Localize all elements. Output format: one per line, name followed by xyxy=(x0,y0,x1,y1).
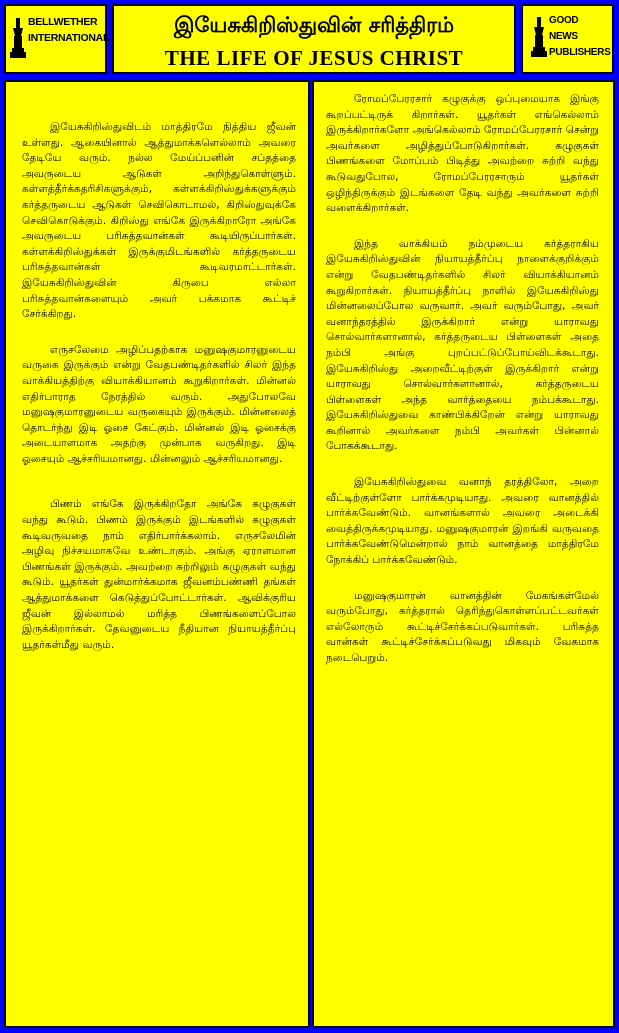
left-paragraph-2: எருசலேமை அழிப்பதற்காக மனுஷகுமாரனுடைய வருகை இருக்கும் என்று வேதபண்டிதர்களில் சிலர் இந்த வாக்கியத்திற்கு வியாக்கியானம் கூறுகிறார்கள். மின்னல் எதிர்பாராத நேரத்தில் வரும். அதுபோலவே மனுஷகுமாரனுடைய வருகையும் இருக்கும். மின்னலைத் தொடர்ந்து இடி ஓசை கேட்கும். மின்னல் இடி ஓசைக்கு அடையாளமாக அதற்கு முன்பாக வருகிறது. இடி ஓசையும் ஆச்சரியமானது. மின்னலும் ஆச்சரியமானது. xyxy=(22,343,296,465)
right-column xyxy=(312,80,615,1028)
right-paragraph-2: இந்த வாக்கியம் நம்முடைய கர்த்தராகிய இயேசுகிறிஸ்துவின் நியாயத்தீர்ப்பு நாளைக்குறிக்கும் என்று வேதபண்டிதர்களில் சிலர் வியாக்கியானம் கூறுகிறார்கள். நியாயத்தீர்ப்பு நாளில் இயேசுகிறிஸ்து மின்னலைப்போல வருவார். அவர் வரும்போது, அவர் வனாந்தரத்தில் இருக்கிறார் என்று யாராவது சொல்வார்களானால், கர்த்தருடைய பிள்ளைகள் அதை நம்பி அங்கு புறப்பட்டுப்போய்விடக்கூடாது. இயேசுகிறிஸ்து அறைவீட்டிற்குள் இருக்கிறார் என்று யாராவது சொல்வார்களானால், கர்த்தருடைய பிள்ளைகள் அந்த வார்த்தையை நம்பக்கூடாது. இயேசுகிறிஸ்துவை காண்பிக்கிறேன் என்று யாராவது கூறினால் அவர்களை நம்பி அவர்கள் பின்னால் போகக்கூடாது. xyxy=(326,237,599,453)
bellwether-logo xyxy=(4,4,110,74)
right-paragraph-1: ரோமப்பேரரசார் கழுகுக்கு ஒப்புமையாக இங்கு கூறப்பட்டிருக் கிறார்கள். யூதர்கள் எங்கெல்லாம் இருக்கிறார்களோ அங்கெல்லாம் ரோமப்பேரரசார் சென்று அவர்களை அழித்துப்போடுகிறார்கள். கழுகுகள் பிணங்களை மோப்பம் பிடித்து அவற்றை சுற்றி வந்து கூடுவதுபோல, ரோமப்பேரரசாரும் யூதர்கள் ஒழிந்திருக்கும் இடங்களை தேடி வந்து அவர்களை சுற்றி வளைக்கிறார்கள். xyxy=(326,93,599,215)
left-column xyxy=(4,80,310,1028)
bellwether-logo-text: BELLWETHER INTERNATIONAL xyxy=(28,16,110,44)
english-title: THE LIFE OF JESUS CHRIST xyxy=(164,46,464,70)
tamil-title: இயேசுகிறிஸ்துவின் சரித்திரம் xyxy=(173,13,455,37)
right-column-text xyxy=(326,92,599,681)
good-news-monument-icon xyxy=(531,13,547,63)
bellwether-sheep-icon xyxy=(10,14,26,64)
left-column-text xyxy=(22,120,296,667)
title-banner xyxy=(112,4,516,74)
good-news-logo xyxy=(521,4,614,74)
right-paragraph-4: மனுஷகுமாரன் வானத்தின் மேகங்கள்மேல் வரும்போது, கர்த்தரால் தெரிந்துகொள்ளப்பட்டவர்கள் எல்லோரும் கூட்டிச்சேர்க்கப்படுவார்கள். பரிசுத்த வான்கள் கூட்டிச்சேர்க்கப்படுவது மிகவும் வேகமாக நடைபெறும். xyxy=(326,589,599,664)
good-news-logo-text: GOOD NEWS PUBLISHERS xyxy=(549,15,611,58)
left-paragraph-3: பிணம் எங்கே இருக்கிறதோ அங்கே கழுகுகள் வந்து கூடும். பிணம் இருக்கும் இடங்களில் கழுகுகள் கூடிவருவதை நாம் எதிர்பார்க்கலாம். எருசலேமின் அழிவு நிச்சயமாகவே உண்டாகும். அங்கு ஏராளமான பிணங்கள் இருக்கும். அவற்றை சுற்றிலும் கழுகுகள் வந்து கூடும். யூதர்கள் துன்மார்க்கமாக ஜீவனம்பண்ணி தங்கள் ஆத்துமாக்களை கெடுத்துப்போட்டார்கள். ஆவிக்குரிய ஜீவன் இல்லாமல் மரித்த பிணங்களைப்போல இருக்கிறார்கள். தேவனுடைய நீதியான நியாயத்தீர்ப்பு யூதர்கள்மீது வரும். xyxy=(22,498,296,651)
right-paragraph-3: இயேசுகிறிஸ்துவை வனாந் தரத்திலோ, அறை வீட்டிற்குள்ளோ பார்க்கமுடியாது. அவரை வானத்தில் பார்க்கவேண்டும். வானங்களால் அவரை அடைக்கி வைத்திருக்கமுடியாது. மனுஷகுமாரன் இறங்கி வருவதை பார்க்கவேண்டுமென்றால் நாம் வானத்தை மாத்திரமே நோக்கிப் பார்க்கவேண்டும். xyxy=(326,476,599,567)
left-paragraph-1: இயேசுகிறிஸ்துவிடம் மாத்திரமே நித்திய ஜீவன் உள்ளது. ஆகையினால் ஆத்துமாக்களெல்லாம் அவரை தேடியே வரும். நல்ல மேய்ப்பனின் சப்தத்தை அவருடைய ஆடுகள் அறிந்துகொள்ளும். கள்ளத்தீர்க்கதரிசிகளுக்கும், கள்ளக்கிறிஸ்துக்களுக்கும் கர்த்தருடைய ஆடுகள் செவிகொடாமல், கிறிஸ்துவுக்கே செவிகொடுக்கும். கிறிஸ்து எங்கே இருக்கிறாரோ அங்கே அவருடைய பரிசுத்தவான்கள் கூடியிருப்பார்கள். கள்ளக்கிறிஸ்துக்கள் இருக்குமிடங்களில் கர்த்தருடைய பரிசுத்தவான்கள் கூடிவரமாட்டார்கள். இயேசுகிறிஸ்துவின் கிருபை எல்லா பரிசுத்தவான்களையும் அவர் பக்கமாக கூட்டிச் சேர்க்கிறது. xyxy=(22,121,296,321)
